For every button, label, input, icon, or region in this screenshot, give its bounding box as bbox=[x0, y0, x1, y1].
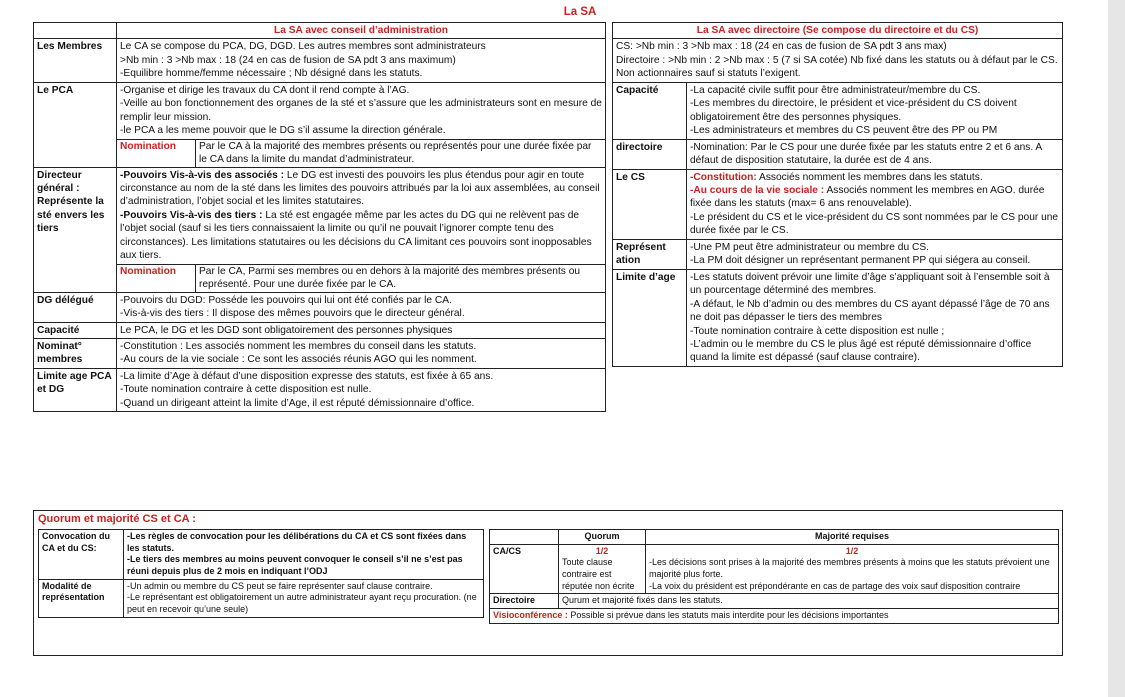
table-row bbox=[39, 530, 484, 580]
text-line: -Quand un dirigeant atteint la limite d’Age, il est réputé démissionnaire d’office. bbox=[120, 397, 475, 409]
text-line: -Vis-à-vis des tiers : Il dispose des mêmes pouvoirs que le directeur général. bbox=[120, 308, 465, 320]
row-label-directeur-general: Directeur général : Représente la sté envers les tiers bbox=[34, 167, 117, 292]
row-content-nomination-membres bbox=[117, 338, 606, 368]
text-line: -Au cours de la vie sociale : Ce sont les associés réunis AGO qui les nomment. bbox=[120, 354, 477, 366]
header-directoire: La SA avec directoire (Se compose du directoire et du CS) bbox=[613, 23, 1063, 39]
table-row bbox=[34, 39, 606, 82]
table-row bbox=[34, 322, 606, 338]
text-line: Directoire : >Nb min : 2 >Nb max : 5 (7 si SA cotée) Nb fixé dans les statuts ou à défaut par le CS. Non actionnaires sauf si statuts l’exigent. bbox=[616, 54, 1058, 80]
table-row bbox=[34, 167, 606, 292]
text-line: -Toute nomination contraire à cette disposition est nulle. bbox=[120, 384, 372, 396]
row-label-limite-age: Limite age PCA et DG bbox=[34, 368, 117, 411]
line-text: Associés nomment les membres dans les statuts. bbox=[756, 171, 983, 183]
row-content-capacite bbox=[687, 82, 1063, 139]
row-label-cacs: CA/CS bbox=[490, 544, 559, 594]
row-label-representation: Modalité de représentation bbox=[39, 579, 124, 617]
nomination-text: Par le CA, Parmi ses membres ou en dehors à la majorité des membres présents ou représenté. Pour une durée fixée par le CA. bbox=[196, 264, 606, 291]
row-label-representation: Représent ation bbox=[613, 239, 687, 269]
quorum-left-table bbox=[38, 529, 484, 618]
row-label-dg-delegue: DG délégué bbox=[34, 292, 117, 322]
text-line bbox=[690, 171, 1059, 184]
text-line: -La capacité civile suffit pour être administrateur/membre du CS. bbox=[690, 84, 981, 96]
row-content-pca bbox=[117, 82, 606, 167]
directoire-text: Qurum et majorité fixés dans les statuts. bbox=[559, 594, 1059, 609]
corner-cell bbox=[490, 530, 559, 545]
table-row bbox=[613, 82, 1063, 139]
text-line: -A défaut, le Nb d’admin ou des membres du CS ayant dépassé l’âge de 70 ans ne doit pas dépasser le tiers des membres bbox=[690, 298, 1050, 324]
col-header-majorite: Majorité requises bbox=[646, 530, 1059, 545]
table-row bbox=[613, 139, 1063, 169]
col-header-quorum: Quorum bbox=[559, 530, 646, 545]
text-line: CS: >Nb min : 3 >Nb max : 18 (24 en cas de fusion de SA pdt 3 ans max) bbox=[616, 41, 947, 53]
nomination-subtable bbox=[117, 139, 605, 167]
paragraph-tiers bbox=[120, 209, 602, 263]
quorum-value: 1/2 bbox=[595, 545, 609, 556]
quorum-cell bbox=[559, 544, 646, 594]
text-line: Le CA se compose du PCA, DG, DGD. Les autres membres sont administrateurs bbox=[120, 41, 486, 53]
paragraph-associes bbox=[120, 169, 602, 209]
paragraph-text: Le DG est investi des pouvoirs les plus étendus pour agir en toute circonstance au nom de la sté dans les limites des pouvoirs attribués par la loi aux assemblées, au conseil d’administration, l’objet social et les limites statutaires. bbox=[120, 169, 600, 208]
row-label-nomination-membres: Nominat° membres bbox=[34, 338, 117, 368]
text-line: -La PM doit désigner un représentant permanent PP qui siégera au conseil. bbox=[690, 255, 1031, 267]
row-content-limite-age bbox=[117, 368, 606, 411]
text-line: -Le représentant est obligatoirement un autre administrateur ayant reçu procuration. (ne peut en recevoir qu’une seule) bbox=[127, 592, 477, 615]
paragraph-text: La sté est engagée même par les actes du DG qui ne relèvent pas de l’objet social (sauf si les tiers connaissaient la limite ou qu’il ne pouvait l’ignorer compte tenu des circonstances). Les limitations statutaires ou les décisions du CA limitant ces pouvoirs sont inopposables aux tiers. bbox=[120, 209, 592, 262]
row-content-limite-age bbox=[687, 269, 1063, 366]
table-row bbox=[34, 368, 606, 411]
table-row bbox=[613, 169, 1063, 239]
text-line: -Equilibre homme/femme nécessaire ; Nb désigné dans les statuts. bbox=[120, 68, 423, 80]
row-content-representation bbox=[687, 239, 1063, 269]
row-content-representation bbox=[124, 579, 484, 617]
nomination-label: Nomination bbox=[117, 264, 196, 291]
nomination-text: Par le CA à la majorité des membres présents ou représentés pour une durée fixée par le CA dans la limite du mandat d’administrateur. bbox=[196, 139, 606, 166]
table-row bbox=[34, 292, 606, 322]
row-label-capacite: Capacité bbox=[34, 322, 117, 338]
page-title: La SA bbox=[563, 6, 597, 18]
header-conseil-administration: La SA avec conseil d’administration bbox=[117, 23, 606, 39]
table-row bbox=[34, 338, 606, 368]
table-row bbox=[490, 594, 1059, 609]
table-row bbox=[490, 609, 1059, 624]
nomination-subtable bbox=[117, 264, 605, 292]
intro-cell bbox=[613, 39, 1063, 82]
text-line: Le PCA, le DG et les DGD sont obligatoirement des personnes physiques bbox=[120, 324, 453, 336]
text-line: -Constitution : Les associés nomment les membres du conseil dans les statuts. bbox=[120, 340, 477, 352]
text-line: -Les statuts doivent prévoir une limite d’âge s’appliquant soit à l’ensemble soit à un pourcentage déterminé des membres. bbox=[690, 271, 1050, 297]
table-row bbox=[34, 82, 606, 167]
visio-label: Visioconférence : bbox=[493, 610, 568, 621]
table-directoire bbox=[612, 22, 1063, 367]
text-line: -Le tiers des membres au moins peuvent convoquer le conseil s’il ne s’est pas réuni depuis plus de 2 mois en indiquant l’ODJ bbox=[127, 554, 463, 577]
majority-cell bbox=[646, 544, 1059, 594]
row-content-cs bbox=[687, 169, 1063, 239]
text-line: -Les membres du directoire, le président et vice-président du CS doivent obligatoirement être des personnes physiques. bbox=[690, 98, 1017, 123]
text-line: -Une PM peut être administrateur ou membre du CS. bbox=[690, 241, 929, 253]
text-line: -Les décisions sont prises à la majorité des membres présents à moins que les statuts prévoient une majorité plus forte. bbox=[649, 557, 1050, 580]
majority-value: 1/2 bbox=[845, 545, 859, 556]
text-line: -Nomination: Par le CS pour une durée fixée par les statuts entre 2 et 6 ans. A défaut de disposition statutaire, la durée est de 4 ans. bbox=[690, 141, 1042, 167]
text-line: >Nb min : 3 >Nb max : 18 (24 en cas de fusion de SA pdt 3 ans maximum) bbox=[120, 54, 456, 66]
text-line: -Organise et dirige les travaux du CA dont il rend compte à l’AG. bbox=[120, 84, 410, 96]
text-line: -Veille au bon fonctionnement des organes de la sté et s’assure que les administrateurs sont en mesure de remplir leur mission. bbox=[120, 98, 602, 123]
row-content-directeur-general bbox=[117, 167, 606, 292]
row-label-convocation: Convocation du CA et du CS: bbox=[39, 530, 124, 580]
text-line: -L’admin ou le membre du CS le plus âgé est réputé démissionnaire d’office quand la limite est dépassé (sauf clause contraire). bbox=[690, 338, 1032, 364]
row-label-capacite: Capacité bbox=[613, 82, 687, 139]
text-line: -le PCA a les meme pouvoir que le DG s’il assume la direction générale. bbox=[120, 125, 446, 137]
row-content-membres bbox=[117, 39, 606, 82]
row-content-convocation bbox=[124, 530, 484, 580]
quorum-section bbox=[33, 510, 1063, 656]
text-line: -Un admin ou membre du CS peut se faire représenter sauf clause contraire. bbox=[127, 580, 433, 591]
quorum-majority-table bbox=[489, 529, 1059, 624]
row-content-dg-delegue bbox=[117, 292, 606, 322]
table-row bbox=[613, 39, 1063, 82]
bold-lead: -Pouvoirs Vis-à-vis des tiers : bbox=[120, 209, 263, 221]
table-row bbox=[613, 239, 1063, 269]
table-row bbox=[613, 269, 1063, 366]
table-conseil-administration bbox=[33, 22, 606, 412]
quorum-text: Toute clause contraire est réputée non écrite bbox=[562, 557, 635, 591]
text-line: -Le président du CS et le vice-président du CS sont nommées par le CS pour une durée fixée par le CS. bbox=[690, 211, 1059, 237]
row-content-directoire bbox=[687, 139, 1063, 169]
text-line: -Les règles de convocation pour les délibérations du CA et CS sont fixées dans les statuts. bbox=[127, 531, 467, 553]
quorum-title: Quorum et majorité CS et CA : bbox=[38, 513, 196, 525]
text-line: -La limite d’Age à défaut d’une disposition expresse des statuts, est fixée à 65 ans. bbox=[120, 370, 494, 382]
text-line: -La voix du président est prépondérante en cas de partage des voix sauf disposition contraire bbox=[649, 580, 1021, 591]
line-text: Associés nomment les membres en AGO. durée fixée dans les statuts (max= 6 ans renouvelable). bbox=[690, 184, 1045, 210]
page-edge bbox=[1108, 0, 1125, 697]
table-row bbox=[39, 579, 484, 617]
text-line: -Les administrateurs et membres du CS peuvent être des PP ou PM bbox=[690, 125, 998, 137]
bold-lead: -Pouvoirs Vis-à-vis des associés : bbox=[120, 169, 285, 181]
nomination-label: Nomination bbox=[117, 139, 196, 166]
row-label-directoire: directoire bbox=[613, 139, 687, 169]
row-label-membres: Les Membres bbox=[34, 39, 117, 82]
red-lead: -Constitution: bbox=[690, 171, 757, 183]
row-label-limite-age: Limite d’age bbox=[613, 269, 687, 366]
row-label-cs: Le CS bbox=[613, 169, 687, 239]
visio-row bbox=[490, 609, 1059, 624]
text-line: -Pouvoirs du DGD: Posséde les pouvoirs qui lui ont été confiés par le CA. bbox=[120, 294, 452, 306]
header-empty-cell bbox=[34, 23, 117, 39]
table-row bbox=[490, 530, 1059, 545]
text-line: -Toute nomination contraire à cette disposition est nulle ; bbox=[690, 325, 945, 337]
row-content-capacite bbox=[117, 322, 606, 338]
row-label-pca: Le PCA bbox=[34, 82, 117, 167]
red-lead: -Au cours de la vie sociale : bbox=[690, 184, 825, 196]
visio-text: Possible si prévue dans les statuts mais interdite pour les décisions importantes bbox=[567, 610, 889, 621]
table-row bbox=[490, 544, 1059, 594]
text-line bbox=[690, 184, 1059, 211]
row-label-directoire: Directoire bbox=[490, 594, 559, 609]
